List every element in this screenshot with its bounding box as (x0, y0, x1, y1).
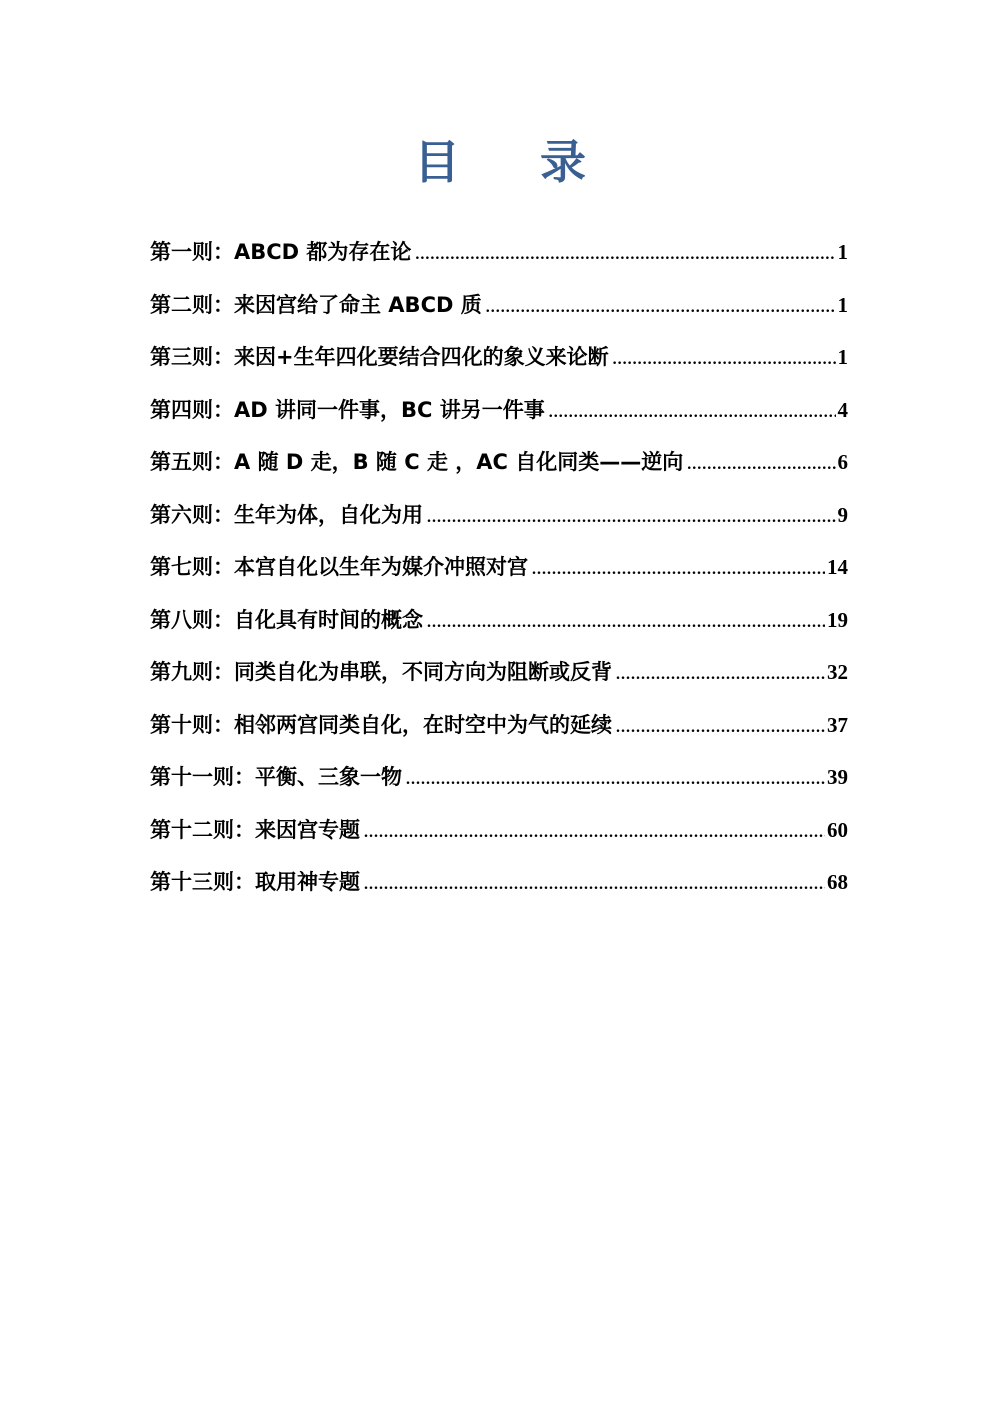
toc-list (150, 226, 848, 909)
toc-entry-label: 第三则：来因+生年四化要结合四化的象义来论断 (150, 345, 609, 369)
toc-entry-label: 第十则：相邻两宫同类自化，在时空中为气的延续 (150, 712, 612, 737)
toc-entry-label: 第十一则：平衡、三象一物 (150, 765, 402, 789)
toc-entry-label: 第十二则：来因宫专题 (150, 817, 360, 842)
toc-entry-page: 9 (837, 502, 848, 527)
toc-entry-page: 4 (837, 397, 848, 422)
toc-leader-dots (486, 282, 836, 334)
toc-entry-label: 第四则：AD 讲同一件事，BC 讲另一件事 (150, 397, 545, 422)
toc-entry-10[interactable] (150, 699, 848, 752)
toc-entry-3[interactable] (150, 331, 848, 384)
toc-entry-page: 68 (827, 870, 848, 894)
toc-entry-label: 第六则：生年为体，自化为用 (150, 502, 423, 527)
toc-entry-13[interactable] (150, 856, 848, 909)
toc-leader-dots (549, 387, 836, 439)
page-title (0, 132, 1000, 192)
toc-leader-dots (616, 702, 825, 754)
toc-entry-9[interactable] (150, 646, 848, 699)
toc-entry-page: 6 (837, 450, 848, 474)
toc-entry-page: 39 (827, 765, 848, 789)
toc-entry-label: 第七则：本宫自化以生年为媒介冲照对宫 (150, 555, 528, 579)
toc-leader-dots (616, 649, 825, 701)
toc-entry-page: 32 (827, 660, 848, 684)
toc-leader-dots (364, 807, 825, 859)
toc-entry-label: 第八则：自化具有时间的概念 (150, 607, 423, 632)
toc-entry-page: 1 (837, 292, 848, 317)
toc-entry-label: 第九则：同类自化为串联，不同方向为阻断或反背 (150, 660, 612, 684)
toc-leader-dots (406, 754, 825, 806)
toc-leader-dots (532, 544, 825, 596)
toc-entry-page: 37 (827, 712, 848, 737)
toc-entry-7[interactable] (150, 541, 848, 594)
toc-entry-11[interactable] (150, 751, 848, 804)
toc-leader-dots (415, 229, 835, 281)
toc-entry-1[interactable] (150, 226, 848, 279)
toc-entry-label: 第五则：A 随 D 走，B 随 C 走 ，AC 自化同类——逆向 (150, 450, 684, 474)
title-char-1: 目 (414, 135, 460, 189)
toc-leader-dots (427, 597, 825, 649)
toc-entry-12[interactable] (150, 804, 848, 857)
toc-entry-6[interactable] (150, 489, 848, 542)
toc-entry-2[interactable] (150, 279, 848, 332)
toc-entry-page: 19 (827, 607, 848, 632)
toc-entry-5[interactable] (150, 436, 848, 489)
toc-entry-8[interactable] (150, 594, 848, 647)
toc-entry-page: 14 (827, 555, 848, 579)
toc-leader-dots (613, 334, 836, 386)
toc-leader-dots (427, 492, 836, 544)
toc-entry-page: 60 (827, 817, 848, 842)
toc-entry-page: 1 (837, 240, 848, 264)
title-char-2: 录 (540, 135, 586, 189)
toc-entry-page: 1 (837, 345, 848, 369)
toc-entry-label: 第二则：来因宫给了命主 ABCD 质 (150, 292, 482, 317)
toc-entry-label: 第十三则：取用神专题 (150, 870, 360, 894)
toc-entry-4[interactable] (150, 384, 848, 437)
toc-entry-label: 第一则：ABCD 都为存在论 (150, 240, 412, 264)
toc-leader-dots (364, 859, 825, 911)
toc-leader-dots (687, 439, 835, 491)
